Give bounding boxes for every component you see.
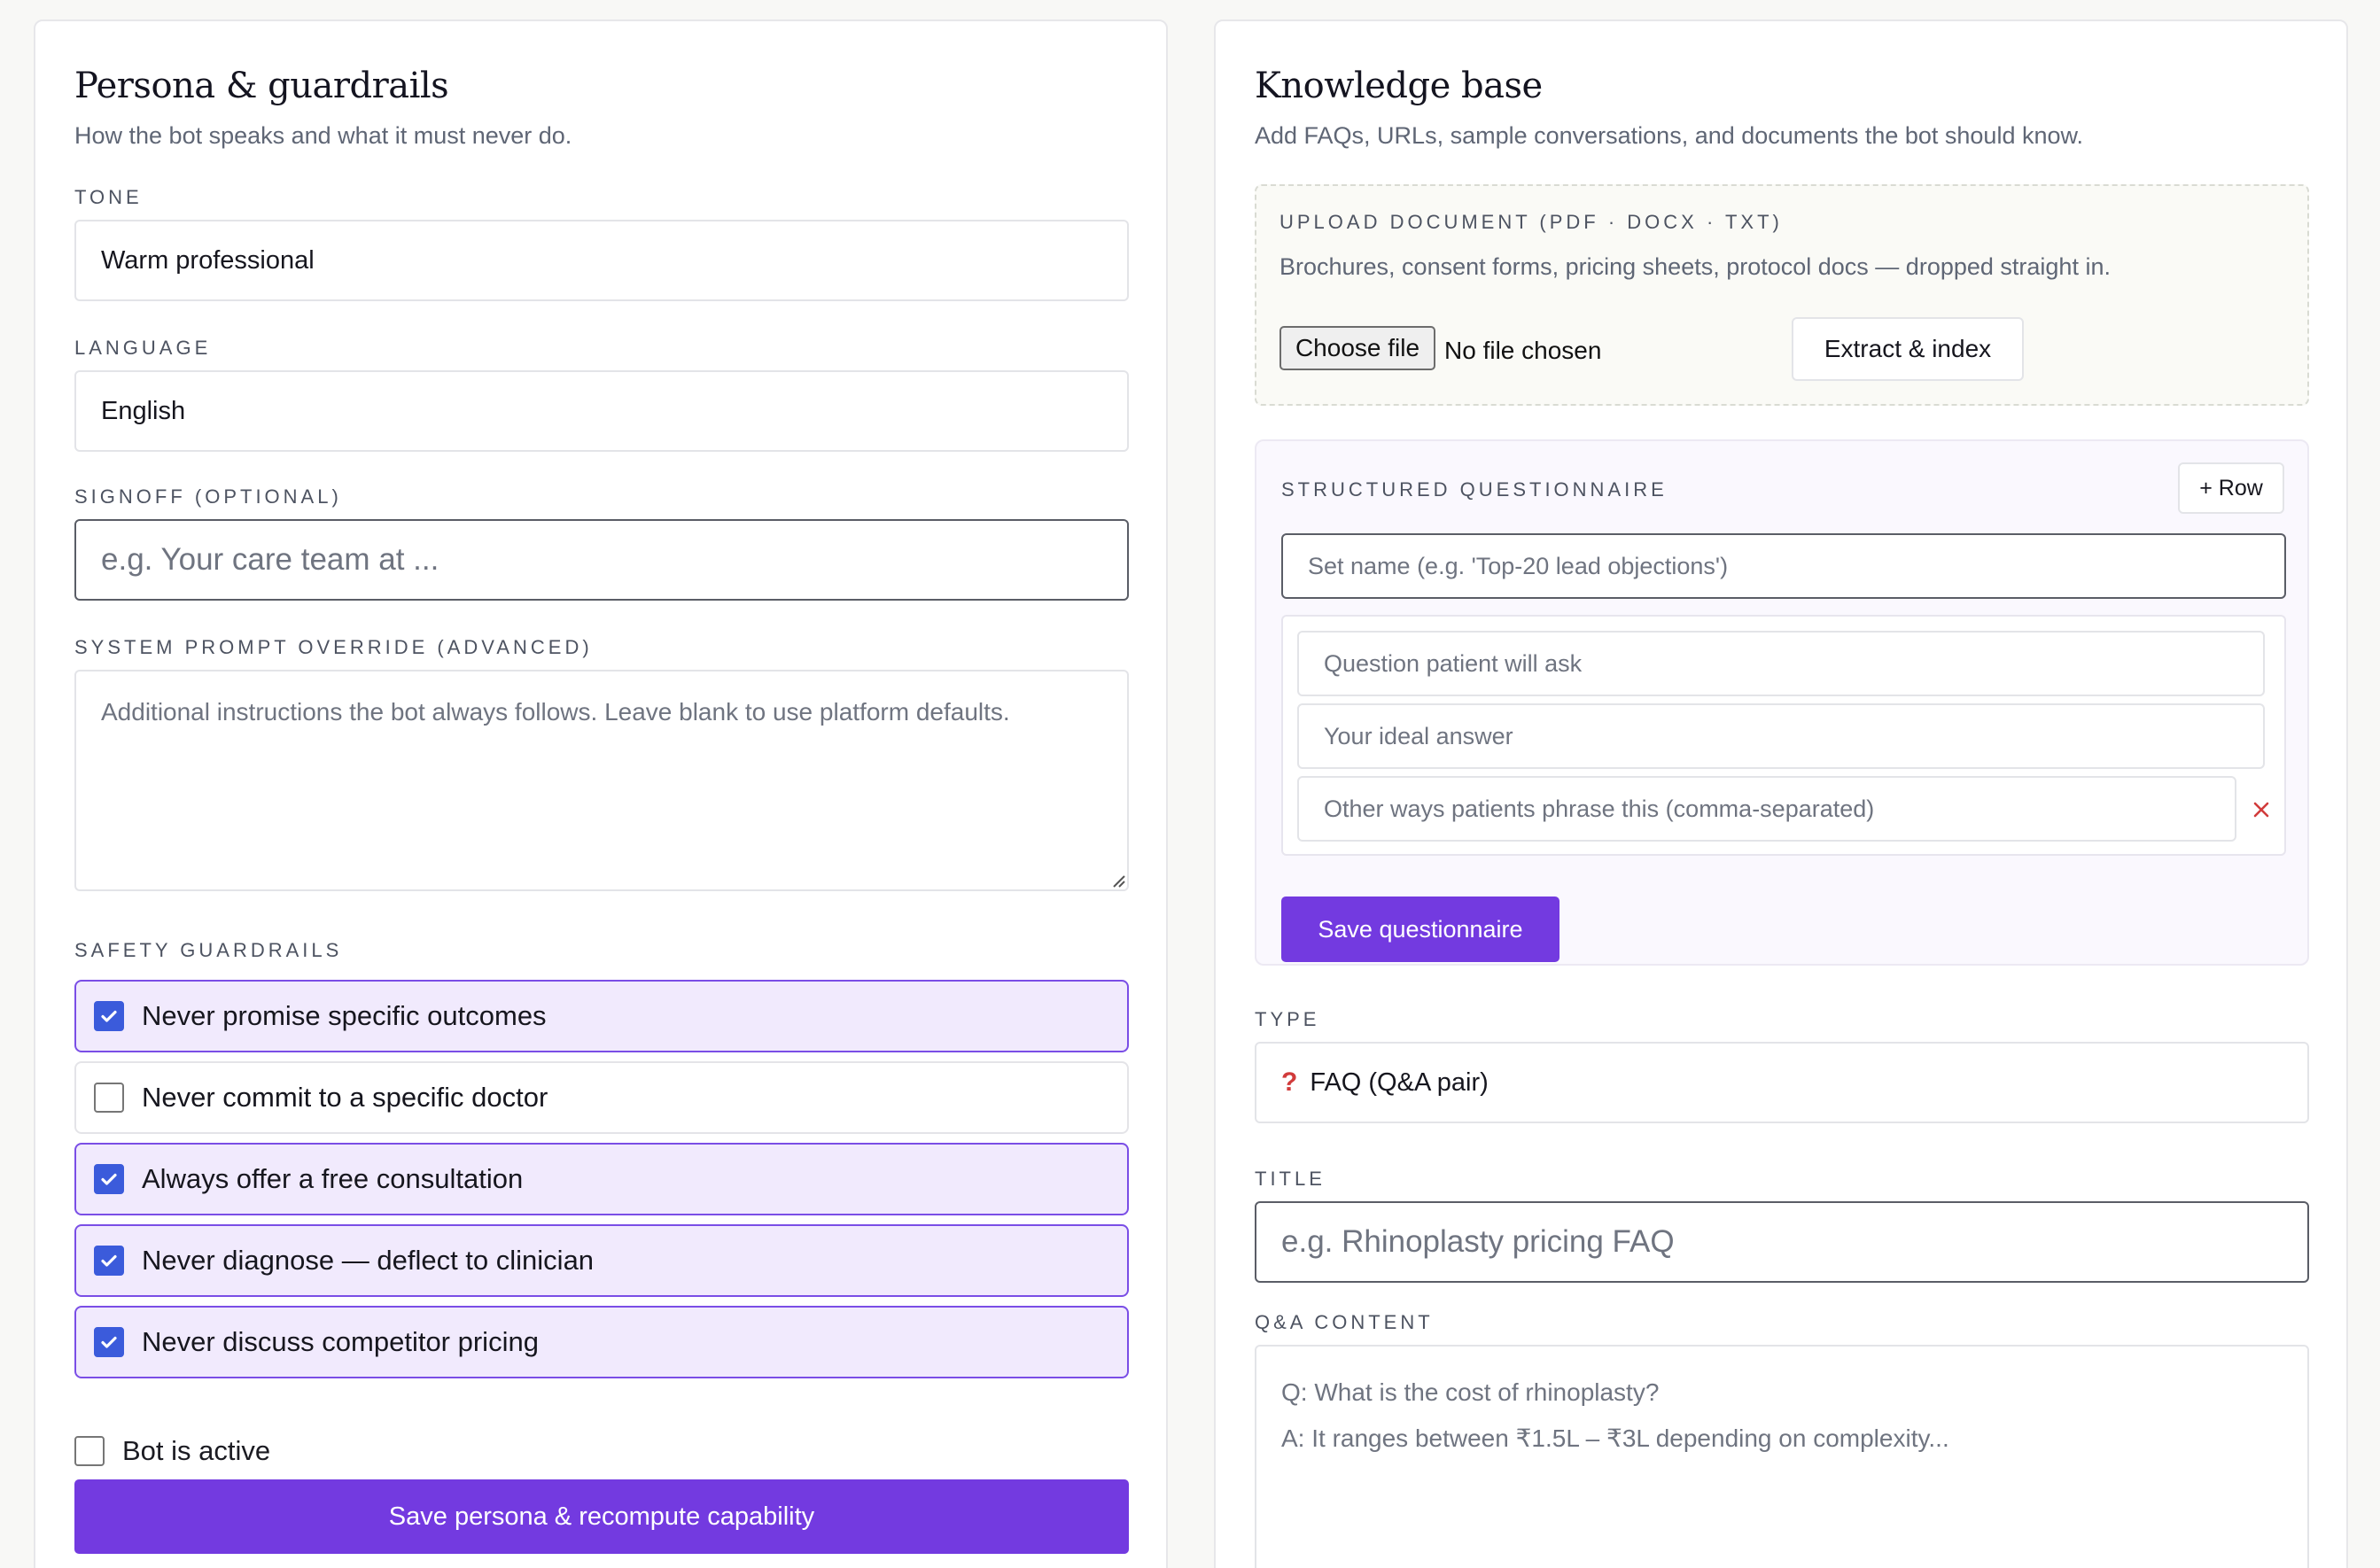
checkbox-unchecked-icon[interactable] bbox=[74, 1436, 105, 1466]
signoff-input[interactable] bbox=[74, 519, 1129, 601]
upload-label: UPLOAD DOCUMENT (PDF · DOCX · TXT) bbox=[1279, 211, 1783, 233]
variants-input[interactable] bbox=[1297, 776, 2236, 842]
signoff-label: SIGNOFF (OPTIONAL) bbox=[74, 485, 342, 508]
content-placeholder-line: A: It ranges between ₹1.5L – ₹3L depending on complexity... bbox=[1281, 1424, 1949, 1452]
system-prompt-label: SYSTEM PROMPT OVERRIDE (ADVANCED) bbox=[74, 636, 593, 658]
guardrail-item[interactable] bbox=[74, 980, 1129, 1052]
tone-label: TONE bbox=[74, 186, 143, 208]
tone-value: Warm professional bbox=[101, 245, 315, 275]
questionnaire-row bbox=[1281, 615, 2286, 856]
checkbox-checked-icon[interactable] bbox=[94, 1327, 124, 1357]
guardrail-item[interactable] bbox=[74, 1143, 1129, 1215]
save-persona-button[interactable]: Save persona & recompute capability bbox=[74, 1479, 1129, 1554]
questionnaire-panel bbox=[1255, 439, 2309, 966]
persona-subtitle: How the bot speaks and what it must never do. bbox=[74, 122, 572, 149]
remove-row-icon[interactable] bbox=[2251, 799, 2272, 820]
system-prompt-wrapper bbox=[74, 670, 1129, 891]
extract-index-button[interactable]: Extract & index bbox=[1792, 317, 2024, 381]
title-input[interactable] bbox=[1255, 1201, 2309, 1283]
guardrails-label: SAFETY GUARDRAILS bbox=[74, 939, 343, 961]
bot-active-label: Bot is active bbox=[122, 1435, 271, 1466]
checkbox-checked-icon[interactable] bbox=[94, 1246, 124, 1276]
type-value: FAQ (Q&A pair) bbox=[1310, 1067, 1489, 1097]
question-mark-icon: ? bbox=[1281, 1067, 1298, 1097]
type-select[interactable] bbox=[1255, 1042, 2309, 1123]
question-input[interactable] bbox=[1297, 631, 2265, 696]
knowledge-card bbox=[1214, 19, 2348, 1568]
questionnaire-label: STRUCTURED QUESTIONNAIRE bbox=[1281, 478, 1668, 501]
upload-description: Brochures, consent forms, pricing sheets, protocol docs — dropped straight in. bbox=[1279, 253, 2111, 280]
guardrail-label: Never diagnose — deflect to clinician bbox=[142, 1245, 595, 1276]
language-field[interactable] bbox=[74, 370, 1129, 452]
guardrail-item[interactable] bbox=[74, 1224, 1129, 1297]
set-name-input[interactable] bbox=[1281, 533, 2286, 599]
language-label: LANGUAGE bbox=[74, 337, 212, 359]
upload-dropzone[interactable] bbox=[1255, 184, 2309, 406]
add-row-button[interactable]: + Row bbox=[2178, 462, 2284, 514]
title-label: TITLE bbox=[1255, 1168, 1326, 1190]
checkbox-checked-icon[interactable] bbox=[94, 1001, 124, 1031]
content-label: Q&A CONTENT bbox=[1255, 1311, 1434, 1333]
resize-grip-icon[interactable] bbox=[1111, 873, 1125, 888]
tone-field[interactable] bbox=[74, 220, 1129, 301]
guardrail-label: Never commit to a specific doctor bbox=[142, 1082, 548, 1113]
content-textarea[interactable] bbox=[1255, 1345, 2309, 1568]
file-status: No file chosen bbox=[1444, 337, 1602, 364]
save-questionnaire-button[interactable]: Save questionnaire bbox=[1281, 897, 1559, 962]
guardrail-label: Always offer a free consultation bbox=[142, 1163, 524, 1194]
system-prompt-textarea[interactable] bbox=[74, 670, 1129, 891]
knowledge-title: Knowledge base bbox=[1255, 66, 1543, 106]
choose-file-button[interactable]: Choose file bbox=[1279, 326, 1435, 370]
checkbox-unchecked-icon[interactable] bbox=[94, 1083, 124, 1113]
persona-title: Persona & guardrails bbox=[74, 66, 449, 106]
persona-card bbox=[34, 19, 1168, 1568]
guardrail-item[interactable] bbox=[74, 1061, 1129, 1134]
answer-input[interactable] bbox=[1297, 703, 2265, 769]
guardrail-item[interactable] bbox=[74, 1306, 1129, 1378]
content-placeholder-line: Q: What is the cost of rhinoplasty? bbox=[1281, 1378, 1660, 1406]
language-value: English bbox=[101, 396, 186, 425]
type-label: TYPE bbox=[1255, 1008, 1320, 1030]
guardrail-label: Never promise specific outcomes bbox=[142, 1000, 547, 1031]
knowledge-subtitle: Add FAQs, URLs, sample conversations, and documents the bot should know. bbox=[1255, 122, 2084, 149]
bot-active-toggle[interactable] bbox=[74, 1435, 270, 1467]
checkbox-checked-icon[interactable] bbox=[94, 1164, 124, 1194]
guardrail-label: Never discuss competitor pricing bbox=[142, 1326, 539, 1357]
